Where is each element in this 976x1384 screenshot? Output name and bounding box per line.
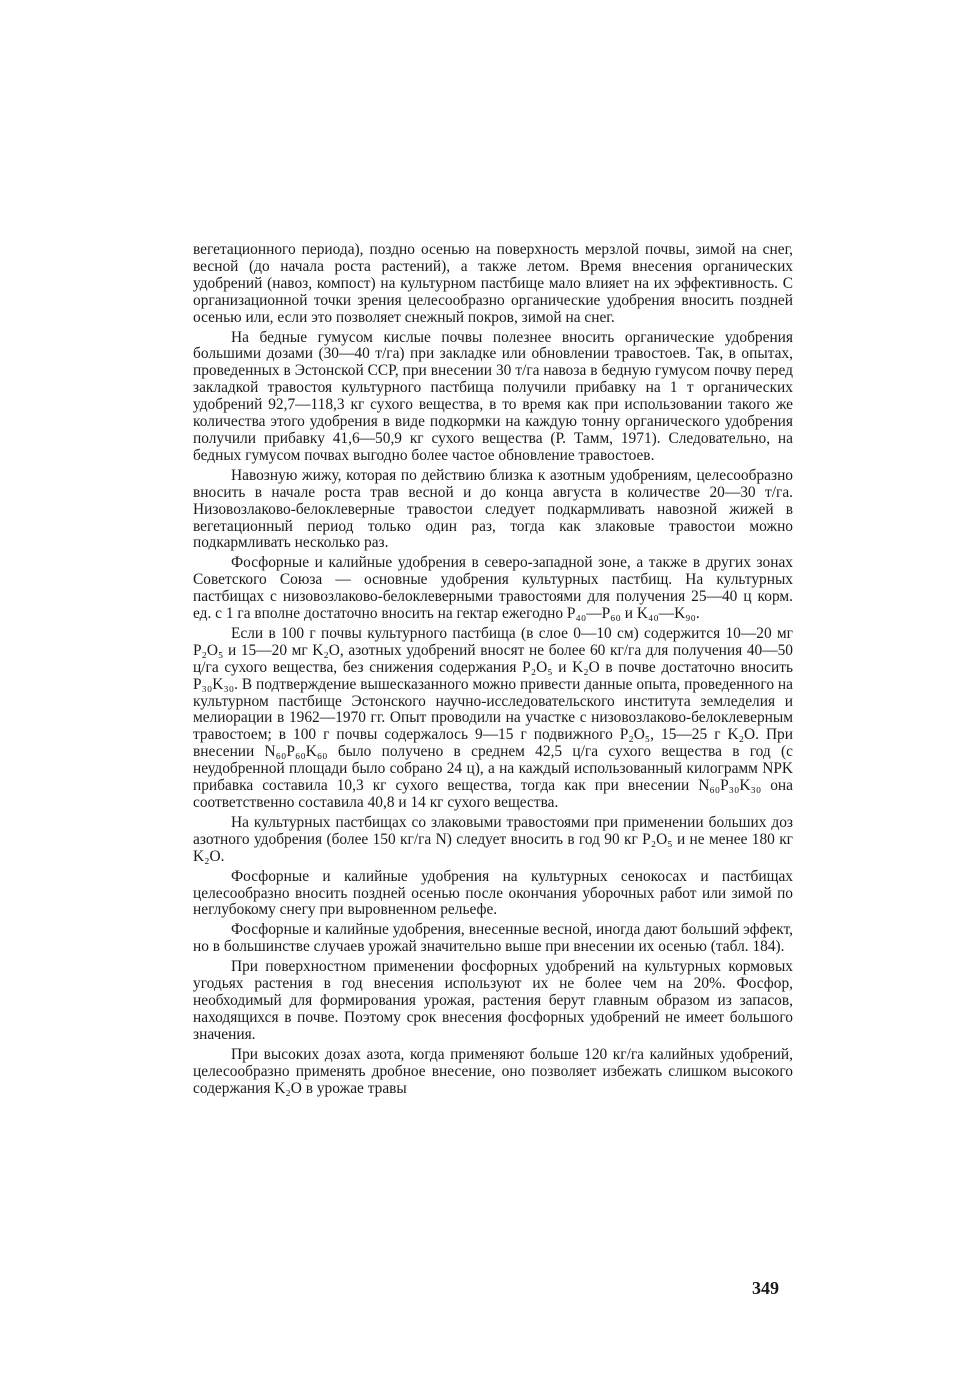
page-number: 349 — [752, 1278, 779, 1298]
paragraph-2: На бедные гумусом кислые почвы полезнее вносить органические удобрения большими дозами (30—40 т/га) при закладке или обновлении травостоев. Так, в опытах, проведенных в Эстонской ССР, при внесении 30 т/га навоза в бедную гумусом почву перед закладкой травостоя культурного пастбища получили прибавку на 1 т органических удобрений 92,7—118,3 кг сухого вещества, в то время как при использовании такого же количества этого удобрения в виде подкормки на каждую тонну органического удобрения получили прибавку 41,6—50,9 кг сухого вещества (Р. Тамм, 1971). Следовательно, на бедных гумусом почвах выгодно более частое обновление травостоев. — [193, 328, 793, 464]
paragraph-8: Фосфорные и калийные удобрения, внесенные весной, иногда дают больший эффект, но в большинстве случаев урожай значительно выше при внесении их осенью (табл. 184). — [193, 921, 793, 956]
page-text-block — [193, 242, 793, 1100]
paragraph-9: При поверхностном применении фосфорных удобрений на культурных кормовых угодьях растения в год внесения используют их не более чем на 20%. Фосфор, необходимый для формирования урожая, растения берут главным образом из запасов, находящихся в почве. Поэтому срок внесения фосфорных удобрений не имеет большого значения. — [193, 958, 793, 1043]
paragraph-1: вегетационного периода), поздно осенью на поверхность мерзлой почвы, зимой на снег, весной (до начала роста растений), а также летом. Время внесения органических удобрений (навоз, компост) на культурном пастбище мало влияет на их эффективность. С организационной точки зрения целесообразно органические удобрения вносить поздней осенью или, если это позволяет снежный покров, зимой на снег. — [193, 241, 793, 326]
paragraph-4: Фосфорные и калийные удобрения в северо-западной зоне, а также в других зонах Советского Союза — основные удобрения культурных пастбищ. На культурных пастбищах с низовозлаково-белоклеверными травостоями для получения 25—40 ц корм. ед. с 1 га вполне достаточно вносить на гектар ежегодно P₄₀—P₆₀ и K₄₀—K₉₀. — [193, 554, 793, 623]
paragraph-3: Навозную жижу, которая по действию близка к азотным удобрениям, целесообразно вносить в начале роста трав весной и до конца августа в количестве 20—30 т/га. Низовозлаково-белоклеверные травостои следует подкармливать навозной жижей в вегетационный период только один раз, тогда как злаковые травостои можно подкармливать несколько раз. — [193, 466, 793, 552]
paragraph-5: Если в 100 г почвы культурного пастбища (в слое 0—10 см) содержится 10—20 мг P₂O₅ и 15—20 мг K₂O, азотных удобрений вносят не более 60 кг/га для получения 40—50 ц/га сухого вещества, без снижения содержания P₂O₅ и K₂O в почве достаточно вносить P₃₀K₃₀. В подтверждение вышесказанного можно привести данные опыта, проведенного на культурном пастбище Эстонского научно-исследовательского института земледелия и мелиорации в 1962—1970 гг. Опыт проводили на участке с низовозлаково-белоклеверным травостоем; в 100 г почвы содержалось 9—15 г подвижного P₂O₅, 15—25 г K₂O. При внесении N₆₀P₆₀K₆₀ было получено в среднем 42,5 ц/га сухого вещества в год (с неудобренной площади было собрано 24 ц), а на каждый использованный килограмм NPK прибавка составила 10,3 кг сухого вещества, тогда как при внесении N₆₀P₃₀K₃₀ она соответственно составила 40,8 и 14 кг сухого вещества. — [193, 624, 793, 811]
paragraph-6: На культурных пастбищах со злаковыми травостоями при применении больших доз азотного удобрения (более 150 кг/га N) следует вносить в год 90 кг P₂O₅ и не менее 180 кг K₂O. — [193, 813, 793, 865]
paragraph-7: Фосфорные и калийные удобрения на культурных сенокосах и пастбищах целесообразно вносить поздней осенью после окончания уборочных работ или зимой по неглубокому снегу при выровненном рельефе. — [193, 867, 793, 919]
paragraph-10: При высоких дозах азота, когда применяют больше 120 кг/га калийных удобрений, целесообразно применять дробное внесение, оно позволяет избежать слишком высокого содержания K₂O в урожае травы — [193, 1045, 793, 1097]
